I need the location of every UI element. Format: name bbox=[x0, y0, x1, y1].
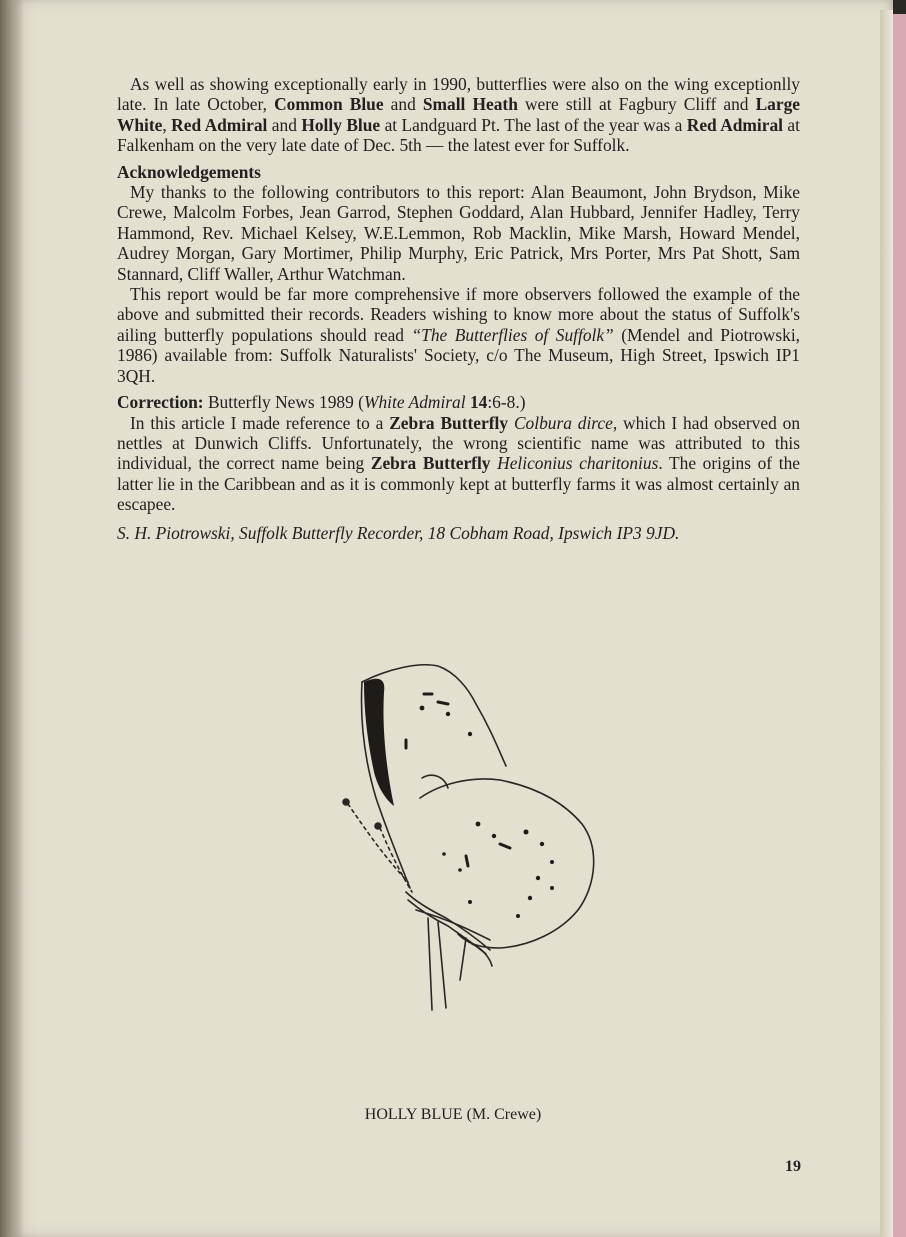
acknowledgements-paragraph: This report would be far more comprehensive if more observers followed the example of the above and submitted their records. Readers wishing to know more about the status of Suffolk's ailing butterfly populations should read “The Butterflies of Suffolk” (Mendel and Piotrowski, 1986) available from: Suffolk Naturalists' Society, c/o The Museum, High Street, Ipswich IP1 3QH. bbox=[117, 284, 801, 386]
correction-body: In this article I made reference to a Zebra Butterfly Colbura dirce, which I had observed on nettles at Dunwich Cliffs. Unfortunately, the wrong scientific name was attributed to this individual, the correct name being Zebra Butterfly Heliconius charitonius. The origins of the latter lie in the Caribbean and as it is commonly kept at butterfly farms it was almost certainly an escapee. bbox=[117, 412, 801, 515]
acknowledgements-body: My thanks to the following contributors to this report: Alan Beaumont, John Brydson, Mike Crewe, Malcolm Forbes, Jean Garrod, Stephen Goddard, Alan Hubbard, Jennifer Hadley, Terry Hammond, Rev. Michael Kelsey, W.E.Lemmon, Rob Macklin, Mike Marsh, Howard Mendel, Audrey Morgan, Gary Mortimer, Philip Murphy, Eric Patrick, Mrs Porter, Mrs Pat Shott, Sam Stannard, Cliff Waller, Arthur Watchman. bbox=[117, 182, 800, 284]
species-name: Common Blue bbox=[274, 94, 384, 115]
acknowledgements-heading: Acknowledgements bbox=[117, 161, 261, 182]
species-name: Red Admiral bbox=[686, 114, 783, 135]
correction-heading: Correction: Butterfly News 1989 (White Admiral 14:6-8.) bbox=[117, 392, 526, 413]
page-edge bbox=[880, 10, 893, 1237]
species-name: Red Admiral bbox=[171, 114, 268, 135]
book-title: “The Butterflies of Suffolk” bbox=[411, 324, 614, 345]
paragraph-late-sightings: As well as showing exceptionally early in 1990, butterflies were also on the wing exceptionlly late. In late October, Common Blue and Small Heath were still at Fagbury Cliff and Large White, Red Admiral and Holly Blue at Landguard Pt. The last of the year was a Red Admiral at Falkenham on the very late date of Dec. 5th — the latest ever for Suffolk. bbox=[117, 74, 800, 156]
figure-caption: HOLLY BLUE (M. Crewe) bbox=[364, 1106, 542, 1123]
species-name: Small Heath bbox=[422, 94, 518, 115]
holly-blue-illustration bbox=[320, 648, 610, 1028]
binding-shadow bbox=[0, 0, 24, 1237]
species-name: Holly Blue bbox=[301, 114, 381, 135]
scientific-name: Heliconius charitonius bbox=[497, 453, 659, 474]
author-signature: S. H. Piotrowski, Suffolk Butterfly Recorder, 18 Cobham Road, Ipswich IP3 9JD. bbox=[117, 522, 680, 543]
pink-tab bbox=[893, 14, 906, 1237]
species-name: Zebra Butterfly bbox=[389, 412, 509, 433]
article-body bbox=[117, 74, 800, 543]
species-name: Large White bbox=[117, 94, 800, 135]
scientific-name: Colbura dirce bbox=[513, 412, 613, 433]
page-number: 19 bbox=[785, 1158, 801, 1175]
species-name: Zebra Butterfly bbox=[370, 453, 491, 474]
